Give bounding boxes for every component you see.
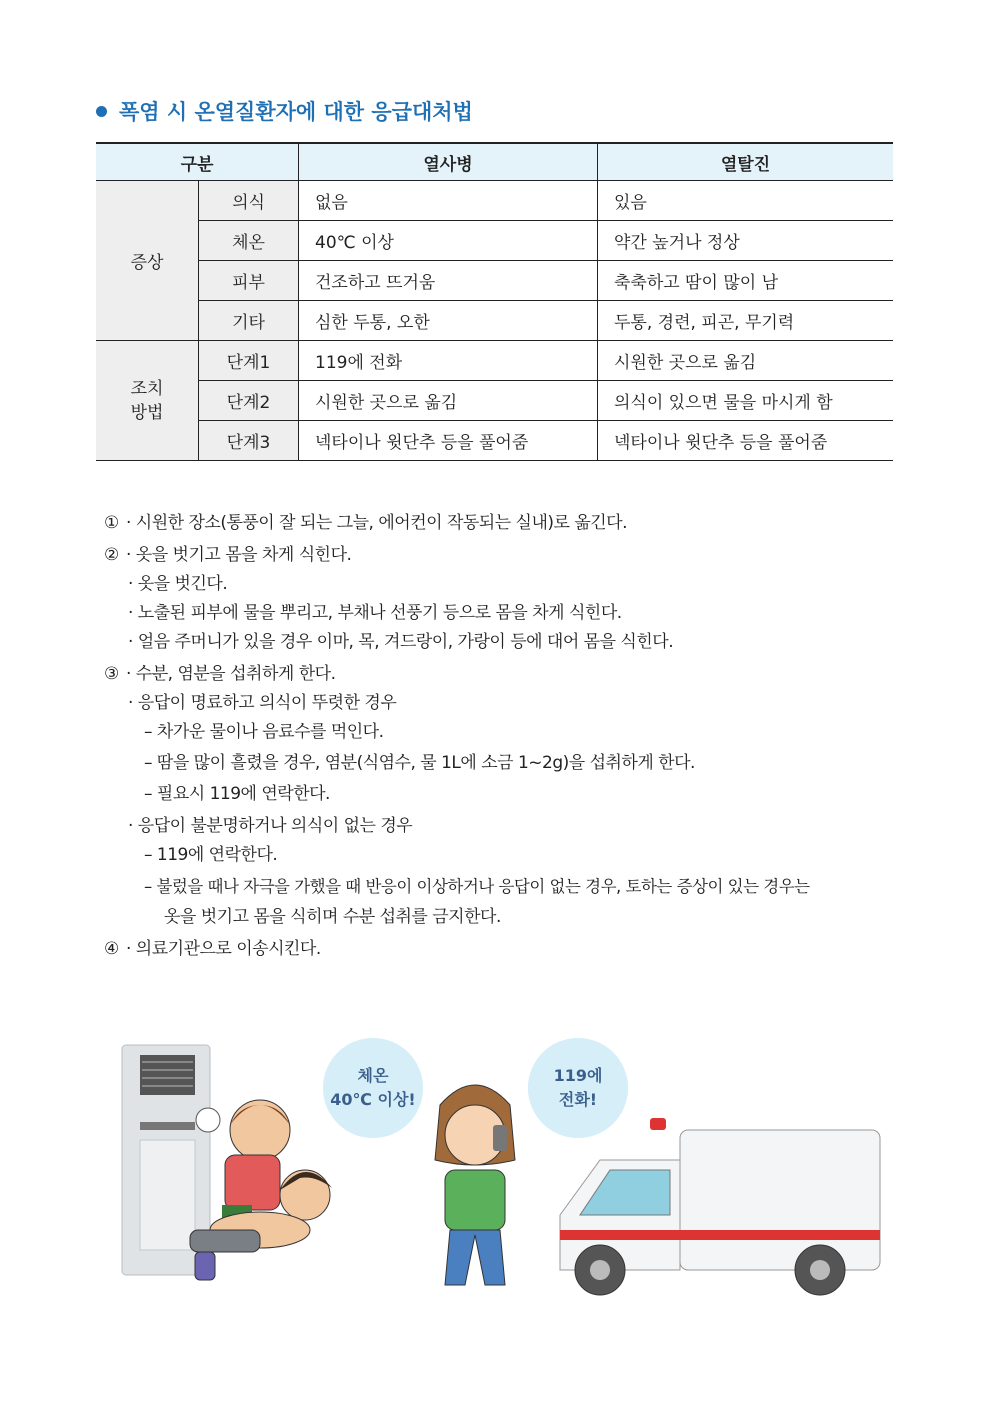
step-number: ③ bbox=[104, 664, 119, 684]
step-text: · 옷을 벗기고 몸을 차게 식힌다. bbox=[126, 545, 352, 565]
table-header-row bbox=[96, 143, 893, 181]
temp-bubble-line1: 체온 bbox=[357, 1066, 389, 1085]
cell-exhaustion: 약간 높거나 정상 bbox=[598, 221, 894, 261]
cell-heatstroke: 시원한 곳으로 옮김 bbox=[299, 381, 598, 421]
step-2 bbox=[104, 541, 904, 570]
call-bubble bbox=[528, 1038, 628, 1138]
step-number: ② bbox=[104, 545, 119, 565]
step-sub-item: · 옷을 벗긴다. bbox=[128, 574, 228, 594]
woman-on-phone-icon bbox=[435, 1085, 515, 1285]
call-bubble-line1: 119에 bbox=[553, 1066, 603, 1085]
bullet-dot-icon bbox=[96, 106, 107, 117]
header-heatstroke: 열사병 bbox=[299, 143, 598, 181]
step-sub-item: · 응답이 불분명하거나 의식이 없는 경우 bbox=[128, 816, 413, 836]
header-exhaustion: 열탈진 bbox=[598, 143, 894, 181]
step-number: ① bbox=[104, 513, 119, 533]
illustration-svg bbox=[110, 1030, 910, 1320]
step-text: · 수분, 염분을 섭취하게 한다. bbox=[126, 664, 336, 684]
cell-heatstroke: 119에 전화 bbox=[299, 341, 598, 381]
cell-heatstroke: 건조하고 뜨거움 bbox=[299, 261, 598, 301]
cell-exhaustion: 넥타이나 윗단추 등을 풀어줌 bbox=[598, 421, 894, 461]
row-label: 단계2 bbox=[199, 381, 299, 421]
group-symptoms: 증상 bbox=[96, 181, 199, 341]
rescuer-figure-icon bbox=[222, 1100, 290, 1225]
step-sub-item: · 얼음 주머니가 있을 경우 이마, 목, 겨드랑이, 가랑이 등에 대어 몸을 식힌다. bbox=[128, 632, 674, 652]
step-number: ④ bbox=[104, 939, 119, 959]
group-action-line1: 조치 bbox=[130, 378, 164, 399]
cell-exhaustion: 의식이 있으면 물을 마시게 함 bbox=[598, 381, 894, 421]
cell-heatstroke: 40℃ 이상 bbox=[299, 221, 598, 261]
first-aid-illustration bbox=[110, 1030, 910, 1320]
cell-exhaustion: 시원한 곳으로 옮김 bbox=[598, 341, 894, 381]
step-detail: – 필요시 119에 연락한다. bbox=[144, 784, 330, 804]
step-sub-item: · 노출된 피부에 물을 뿌리고, 부채나 선풍기 등으로 몸을 차게 식힌다. bbox=[128, 603, 622, 623]
row-label: 단계1 bbox=[199, 341, 299, 381]
first-aid-table bbox=[96, 142, 893, 461]
cell-exhaustion: 축축하고 땀이 많이 남 bbox=[598, 261, 894, 301]
header-category: 구분 bbox=[96, 143, 299, 181]
step-1 bbox=[104, 509, 904, 538]
cell-heatstroke: 없음 bbox=[299, 181, 598, 221]
step-detail: – 119에 연락한다. bbox=[144, 845, 278, 865]
table-row bbox=[96, 301, 893, 341]
group-action-line2: 방법 bbox=[130, 402, 164, 423]
cell-heatstroke: 넥타이나 윗단추 등을 풀어줌 bbox=[299, 421, 598, 461]
step-sub-item: · 응답이 명료하고 의식이 뚜렷한 경우 bbox=[128, 693, 397, 713]
step-text: · 시원한 장소(통풍이 잘 되는 그늘, 에어컨이 작동되는 실내)로 옮긴다. bbox=[126, 513, 628, 533]
table-row bbox=[96, 261, 893, 301]
step-detail: – 차가운 물이나 음료수를 먹인다. bbox=[144, 722, 384, 742]
table-row bbox=[96, 341, 893, 381]
step-detail-continued: 옷을 벗기고 몸을 식히며 수분 섭취를 금지한다. bbox=[164, 907, 501, 927]
step-text: · 의료기관으로 이송시킨다. bbox=[126, 939, 321, 959]
heading-text: 폭염 시 온열질환자에 대한 응급대처법 bbox=[119, 100, 473, 124]
row-label: 의식 bbox=[199, 181, 299, 221]
cell-exhaustion: 두통, 경련, 피곤, 무기력 bbox=[598, 301, 894, 341]
step-detail: – 불렀을 때나 자극을 가했을 때 반응이 이상하거나 응답이 없는 경우, 토하는 증상이 있는 경우는 bbox=[144, 877, 810, 896]
table-row bbox=[96, 181, 893, 221]
table-row bbox=[96, 221, 893, 261]
section-heading bbox=[96, 96, 473, 126]
cell-exhaustion: 있음 bbox=[598, 181, 894, 221]
step-3 bbox=[104, 660, 904, 689]
group-action bbox=[96, 341, 199, 461]
table-row bbox=[96, 381, 893, 421]
row-label: 피부 bbox=[199, 261, 299, 301]
step-detail: – 땀을 많이 흘렸을 경우, 염분(식염수, 물 1L에 소금 1~2g)을 섭취하게 한다. bbox=[144, 753, 695, 773]
call-bubble-line2: 전화! bbox=[558, 1090, 598, 1109]
ambulance-icon bbox=[560, 1118, 880, 1295]
row-label: 단계3 bbox=[199, 421, 299, 461]
temp-bubble-line2: 40℃ 이상! bbox=[330, 1090, 416, 1109]
temp-bubble bbox=[323, 1038, 423, 1138]
row-label: 기타 bbox=[199, 301, 299, 341]
step-4 bbox=[104, 935, 904, 964]
table-row bbox=[96, 421, 893, 461]
cell-heatstroke: 심한 두통, 오한 bbox=[299, 301, 598, 341]
first-aid-steps bbox=[104, 509, 904, 964]
row-label: 체온 bbox=[199, 221, 299, 261]
